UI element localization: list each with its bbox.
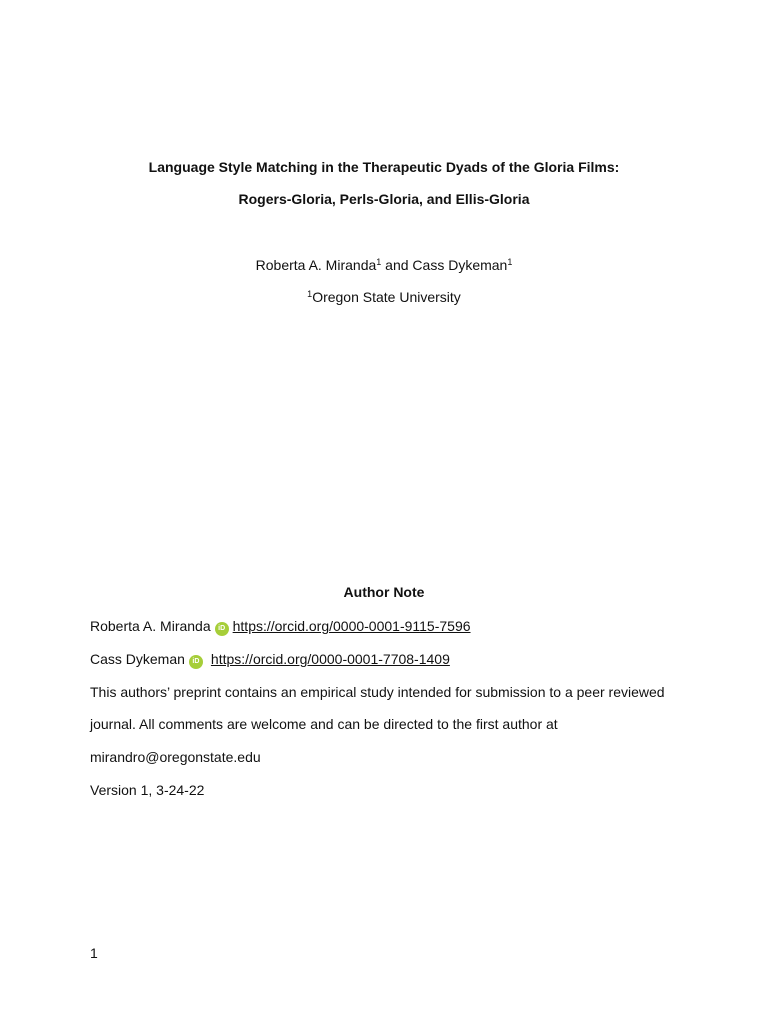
orcid-name-2: Cass Dykeman bbox=[90, 651, 185, 667]
author-connector: and bbox=[381, 257, 413, 273]
orcid-icon[interactable]: iD bbox=[189, 655, 203, 669]
orcid-link-2[interactable]: https://orcid.org/0000-0001-7708-1409 bbox=[210, 651, 450, 667]
page-number: 1 bbox=[90, 945, 98, 961]
author-note-heading: Author Note bbox=[343, 584, 425, 600]
note-line-1: This authors’ preprint contains an empirical study intended for submission to a peer reviewed bbox=[90, 684, 665, 700]
title-line-1: Language Style Matching in the Therapeutic Dyads of the Gloria Films: bbox=[148, 159, 620, 175]
author-line bbox=[0, 257, 768, 273]
title-line-2: Rogers-Gloria, Perls-Gloria, and Ellis-Gloria bbox=[238, 191, 530, 207]
affiliation bbox=[0, 289, 768, 305]
orcid-entry-1 bbox=[90, 618, 471, 636]
contact-email: mirandro@oregonstate.edu bbox=[90, 749, 261, 765]
author-1: Roberta A. Miranda bbox=[255, 257, 377, 273]
note-line-2: journal. All comments are welcome and can be directed to the first author at bbox=[90, 716, 558, 732]
affiliation-name: Oregon State University bbox=[312, 289, 461, 305]
orcid-entry-2 bbox=[90, 651, 450, 669]
author-2: Cass Dykeman bbox=[412, 257, 508, 273]
author-2-affiliation-mark: 1 bbox=[507, 257, 513, 267]
orcid-link-1[interactable]: https://orcid.org/0000-0001-9115-7596 bbox=[232, 618, 471, 634]
affiliation-mark: 1 bbox=[307, 289, 313, 299]
orcid-icon[interactable]: iD bbox=[215, 622, 229, 636]
version-line: Version 1, 3-24-22 bbox=[90, 782, 205, 798]
orcid-name-1: Roberta A. Miranda bbox=[90, 618, 211, 634]
author-1-affiliation-mark: 1 bbox=[376, 257, 382, 267]
